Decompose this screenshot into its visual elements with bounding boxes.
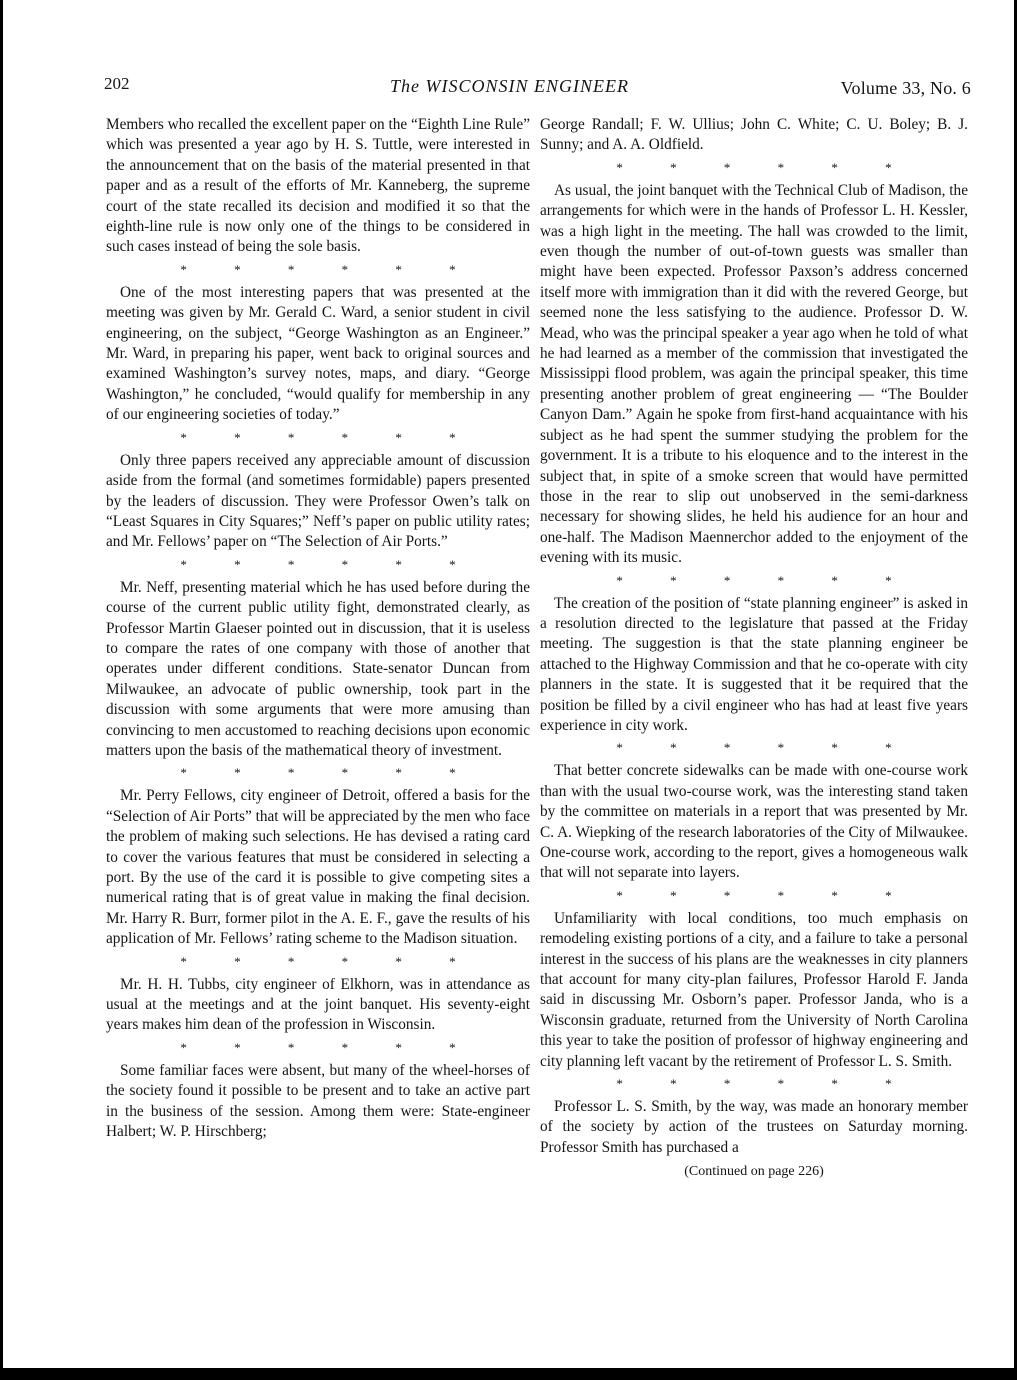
- running-header: [104, 74, 971, 102]
- paragraph-names-continued: George Randall; F. W. Ullius; John C. White; C. U. Boley; B. J. Sunny; and A. A. Oldfield.: [540, 116, 968, 154]
- paragraph-state-planning-engineer: The creation of the position of “state planning engineer” is asked in a resolution directed to the legislature that passed at the Friday meeting. The suggestion is that the state planning engineer be attached to the Highway Commission and that he co-operate with city planners in the state. It is suggested that it be required that the position be filled by a civil engineer who has had at least five years experience in city work.: [540, 594, 968, 734]
- separator-stars: * * * * * *: [180, 429, 478, 445]
- page-bottom-edge: [0, 1368, 1017, 1380]
- journal-title: The WISCONSIN ENGINEER: [390, 76, 629, 96]
- page-number: 202: [104, 74, 130, 93]
- right-column: [540, 115, 968, 1183]
- separator-stars: * * * * * *: [180, 765, 478, 781]
- separator-stars: * * * * * *: [180, 261, 478, 277]
- paragraph-neff-utility: Mr. Neff, presenting material which he has used before during the course of the current public utility fight, demonstrated clearly, as Professor Martin Glaeser pointed out in discussion, that it is useless to compare the rates of one company with those of another that operates under different conditions. State-senator Duncan from Milwaukee, an advocate of public ownership, took part in the discussion with some arguments that were more amusing than convincing to men accustomed to reaching decisions upon economic matters upon the basis of the mathematical theory of investment.: [106, 578, 530, 759]
- paragraph-eighth-line-rule: Members who recalled the excellent paper on the “Eighth Line Rule” which was presented a year ago by H. S. Tuttle, were interested in the announcement that on the basis of the material presented in that paper and as a result of the efforts of Mr. Kanneberg, the supreme court of the state recalled its decision and modified it so that the eighth-line rule is now only one of the things to be considered in such cases instead of being the sole basis.: [106, 116, 530, 256]
- separator-stars: * * * * * *: [616, 887, 914, 903]
- separator-stars: * * * * * *: [180, 953, 478, 969]
- separator-stars: * * * * * *: [616, 572, 914, 588]
- separator-stars: * * * * * *: [616, 1076, 914, 1092]
- volume-issue: Volume 33, No. 6: [840, 78, 971, 98]
- continued-note: (Continued on page 226): [684, 1164, 824, 1180]
- separator-stars: * * * * * *: [180, 1039, 478, 1055]
- paragraph-concrete-sidewalks: That better concrete sidewalks can be made with one-course work than with the usual two-course work, was the interesting stand taken by the committee on materials in a report that was presented by Mr. C. A. Wiepking of the research laboratories of the City of Milwaukee. One-course work, according to the report, gives a homogeneous walk that will not separate into layers.: [540, 762, 968, 882]
- paragraph-tubbs: Mr. H. H. Tubbs, city engineer of Elkhorn, was in attendance as usual at the meetings and at the joint banquet. His seventy-eight years makes him dean of the profession in Wisconsin.: [106, 975, 530, 1034]
- separator-stars: * * * * * *: [616, 740, 914, 756]
- paragraph-washington-engineer: One of the most interesting papers that was presented at the meeting was given by Mr. Gerald C. Ward, a senior student in civil engineering, on the subject, “George Washington as an Engineer.” Mr. Ward, in preparing his paper, went back to original sources and examined Washington’s survey notes, maps, and diary. “George Washington,” he concluded, “would qualify for membership in any of our engineering societies of today.”: [106, 283, 530, 424]
- paragraph-three-papers: Only three papers received any appreciable amount of discussion aside from the formal (and sometimes formidable) papers presented by the leaders of discussion. They were Professor Owen’s talk on “Least Squares in City Squares;” Neff’s paper on public utility rates; and Mr. Fellows’ paper on “The Selection of Air Ports.”: [106, 451, 530, 551]
- paragraph-smith-honorary: Professor L. S. Smith, by the way, was made an honorary member of the society by action of the trustees on Saturday morning. Professor Smith has purchased a: [540, 1098, 968, 1156]
- paragraph-city-planners: Unfamiliarity with local conditions, too much emphasis on remodeling existing portions of a city, and a failure to take a personal interest in the success of his plans are the weaknesses in city planners that account for many city-plan failures, Professor Harold F. Janda said in discussing Mr. Osborn’s paper. Professor Janda, who is a Wisconsin graduate, returned from the University of North Carolina this year to take the position of professor of highway engineering and city planning left vacant by the retirement of Professor L. S. Smith.: [540, 909, 968, 1070]
- left-column: [106, 115, 530, 1142]
- paragraph-joint-banquet: As usual, the joint banquet with the Technical Club of Madison, the arrangements for which were in the hands of Professor L. H. Kessler, was a high light in the meeting. The hall was crowded to the limit, even though the number of out-of-town guests was smaller than might have been expected. Professor Paxson’s address concerned itself more with immigration than it did with the revered George, but seemed none the less satisfying to the audience. Professor D. W. Mead, who was the principal speaker a year ago when he told of what he had learned as a member of the commission that investigated the Mississippi flood problem, was again the principal speaker, this time presenting another problem of great engineering — “The Boulder Canyon Dam.” Again he spoke from first-hand acquaintance with his subject as he had spent the summer studying the problem for the government. It is a tribute to his eloquence and to the interest in the subject that, in spite of a smoke screen that would have permitted those in the rear to slip out unobserved in the semi-darkness necessary for showing slides, he held his audience for an hour and one-half. The Madison Maennerchor added to the enjoyment of the evening with its music.: [540, 181, 968, 567]
- paragraph-familiar-faces: Some familiar faces were absent, but many of the wheel-horses of the society found it possible to be present and to take an active part in the business of the session. Among them were: State-engineer Halbert; W. P. Hirschberg;: [106, 1061, 530, 1141]
- separator-stars: * * * * * *: [616, 159, 914, 175]
- separator-stars: * * * * * *: [180, 556, 478, 572]
- paragraph-fellows-air-ports: Mr. Perry Fellows, city engineer of Detroit, offered a basis for the “Selection of Air Ports” that will be appreciated by the men who face the problem of making such selections. He has devised a rating card to cover the various features that must be considered in selecting a port. By the use of the card it is possible to give competing sites a numerical rating that is of great value in making the final decision. Mr. Harry R. Burr, former pilot in the A. E. F., gave the results of his application of Mr. Fellows’ rating scheme to the Madison situation.: [106, 787, 530, 948]
